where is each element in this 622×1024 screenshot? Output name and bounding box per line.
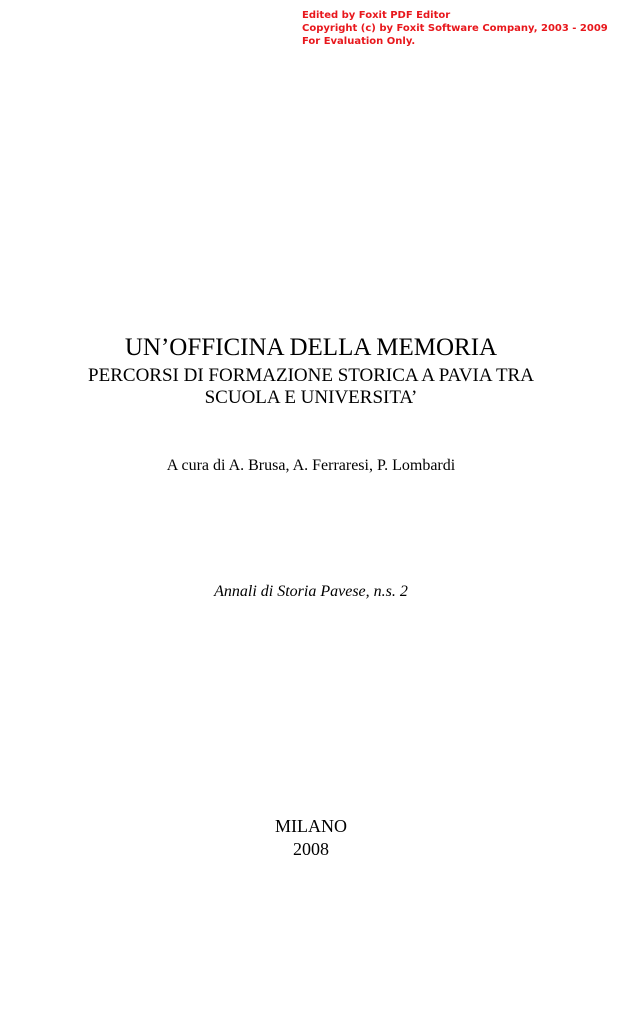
watermark-line-copyright: Copyright (c) by Foxit Software Company, 2003 - 2009 bbox=[302, 23, 608, 34]
watermark-line-editor: Edited by Foxit PDF Editor bbox=[302, 10, 451, 21]
watermark-line-evaluation: For Evaluation Only. bbox=[302, 36, 416, 47]
series-reference: Annali di Storia Pavese, n.s. 2 bbox=[214, 583, 408, 600]
publication-year: 2008 bbox=[293, 839, 329, 859]
editors-credit: A cura di A. Brusa, A. Ferraresi, P. Lombardi bbox=[166, 457, 456, 474]
publication-place: MILANO bbox=[275, 816, 347, 836]
document-title: UN’OFFICINA DELLA MEMORIA bbox=[124, 334, 498, 361]
document-subtitle-line-2: SCUOLA E UNIVERSITA’ bbox=[204, 387, 418, 408]
document-subtitle-line-1: PERCORSI DI FORMAZIONE STORICA A PAVIA TRA bbox=[88, 365, 534, 386]
